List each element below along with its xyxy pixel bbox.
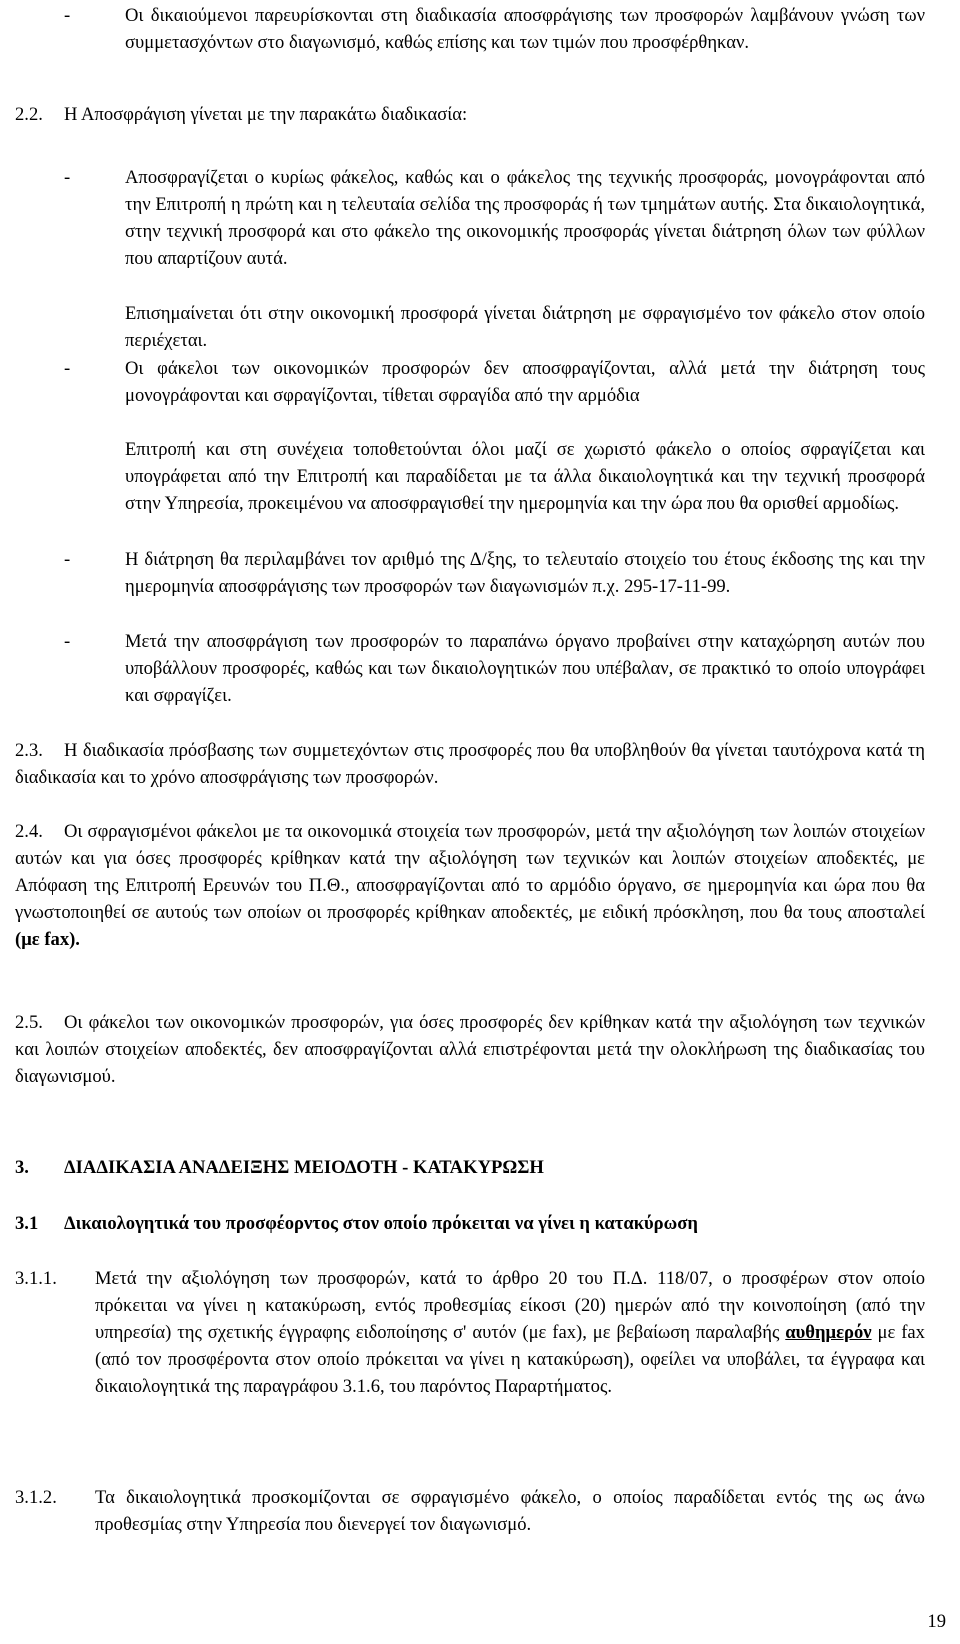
paragraph-text: Οι φάκελοι των οικονομικών προσφορών, για όσες προσφορές δεν κρίθηκαν κατά την αξιολόγηση των τεχνικών και λοιπών στοιχείων αποδεκτές, δεν αποσφραγίζονται αλλά επιστρέφονται μετά την ολοκλήρωση της διαδικασίας του διαγωνισμού. [15,1012,925,1087]
paragraph [15,818,925,953]
list-item: Η διάτρηση θα περιλαμβάνει τον αριθμό της Δ/ξης, το τελευταίο στοιχείο του έτους έκδοσης της και την ημερομηνία αποσφράγισης των προσφορών των διαγωνισμών π.χ. 295-17-11-99. [125,549,925,597]
section-number: 2.4. [15,821,43,842]
section-heading: Δικαιολογητικά του προσφέορντος στον οποίο πρόκειται να γίνει η κατακύρωση [64,1213,698,1234]
section-number: 2.2. [15,104,43,125]
section-number: 3.1 [15,1213,39,1234]
bold-text: (με fax). [15,929,80,950]
section-number: 3.1.1. [15,1268,57,1289]
section-number: 3.1.2. [15,1487,57,1508]
list-dash: - [64,167,71,188]
paragraph [95,1265,925,1400]
paragraph-text: με fax (από τον προσφέροντα στον οποίο πρόκειται να γίνει η κατακύρωση), οφείλει να υποβάλει, τα έγγραφα και δικαιολογητικά της παραγράφου 3.1.6, του παρόντος Παραρτήματος. [95,1322,925,1397]
list-dash: - [64,5,71,26]
paragraph: Η Αποσφράγιση γίνεται με την παρακάτω διαδικασία: [64,104,468,125]
section-heading: ΔΙΑΔΙΚΑΣΙΑ ΑΝΑΔΕΙΞΗΣ ΜΕΙΟΔΟΤΗ - ΚΑΤΑΚΥΡΩΣΗ [64,1157,544,1178]
list-item: Μετά την αποσφράγιση των προσφορών το παραπάνω όργανο προβαίνει στην καταχώρηση αυτών που υποβάλλουν προσφορές, καθώς και των δικαιολογητικών που υπέβαλαν, σε πρακτικό το οποίο υπογράφει και σφραγίζει. [125,631,925,706]
paragraph-text: Μετά την αξιολόγηση των προσφορών, κατά το άρθρο 20 του Π.Δ. 118/07, ο προσφέρων στον οποίο πρόκειται να γίνει η κατακύρωση, εντός προθεσμίας είκοσι (20) ημερών από την κοινοποίηση (από την υπηρεσία) της σχετικής έγγραφης ειδοποίησης σ' αυτόν (με fax), με βεβαίωση παραλαβής [95,1268,925,1343]
page-number: 19 [927,1611,946,1632]
paragraph [15,1009,925,1090]
paragraph-text: Οι σφραγισμένοι φάκελοι με τα οικονομικά στοιχεία των προσφορών, μετά την αξιολόγηση των λοιπών στοιχείων αυτών και για όσες προσφορές κρίθηκαν κατά την αξιολόγηση των τεχνικών και λοιπών στοιχείων αποδεκτές, με Απόφαση της Επιτροπή Ερευνών του Π.Θ., αποσφραγίζονται από το αρμόδιο όργανο, σε ημερομηνία και ώρα που θα γνωστοποιηθεί σε αυτούς των οποίων οι προσφορές κρίθηκαν αποδεκτές, με ειδική πρόσκληση, που θα τους αποσταλεί [15,821,925,923]
section-number: 2.5. [15,1012,43,1033]
paragraph [15,737,925,791]
list-item: Οι φάκελοι των οικονομικών προσφορών δεν αποσφραγίζονται, αλλά μετά την διάτρηση τους μονογράφονται και σφραγίζονται, τίθεται σφραγίδα από την αρμόδια [125,358,925,406]
list-dash: - [64,631,71,652]
paragraph-text: Η διαδικασία πρόσβασης των συμμετεχόντων στις προσφορές που θα υποβληθούν θα γίνεται ταυτόχρονα κατά τη διαδικασία και το χρόνο αποσφράγισης των προσφορών. [15,740,925,788]
paragraph: Τα δικαιολογητικά προσκομίζονται σε σφραγισμένο φάκελο, ο οποίος παραδίδεται εντός της ως άνω προθεσμίας στην Υπηρεσία που διενεργεί τον διαγωνισμό. [95,1487,925,1535]
emphasis-text: αυθημερόν [785,1322,872,1343]
section-number: 3. [15,1157,29,1178]
paragraph: Επιτροπή και στη συνέχεια τοποθετούνται όλοι μαζί σε χωριστό φάκελο ο οποίος σφραγίζεται και υπογράφεται από την Επιτροπή και παραδίδεται με τα άλλα δικαιολογητικά και την τεχνική προσφορά στην Υπηρεσία, προκειμένου να αποσφραγισθεί την ημερομηνία και την ώρα που θα ορισθεί αρμοδίως. [125,439,925,514]
list-item: Αποσφραγίζεται ο κυρίως φάκελος, καθώς και ο φάκελος της τεχνικής προσφοράς, μονογράφονται από την Επιτροπή η πρώτη και η τελευταία σελίδα της προσφοράς ή των τμημάτων αυτής. Στα δικαιολογητικά, στην τεχνική προσφορά και στο φάκελο της οικονομικής προσφοράς γίνεται διάτρηση όλων των φύλλων που απαρτίζουν αυτά. [125,167,925,269]
paragraph: Οι δικαιούμενοι παρευρίσκονται στη διαδικασία αποσφράγισης των προσφορών λαμβάνουν γνώση των συμμετασχόντων στο διαγωνισμό, καθώς επίσης και των τιμών που προσφέρθηκαν. [125,5,925,53]
paragraph: Επισημαίνεται ότι στην οικονομική προσφορά γίνεται διάτρηση με σφραγισμένο τον φάκελο στον οποίο περιέχεται. [125,303,925,351]
list-dash: - [64,549,71,570]
section-number: 2.3. [15,740,43,761]
list-dash: - [64,358,71,379]
